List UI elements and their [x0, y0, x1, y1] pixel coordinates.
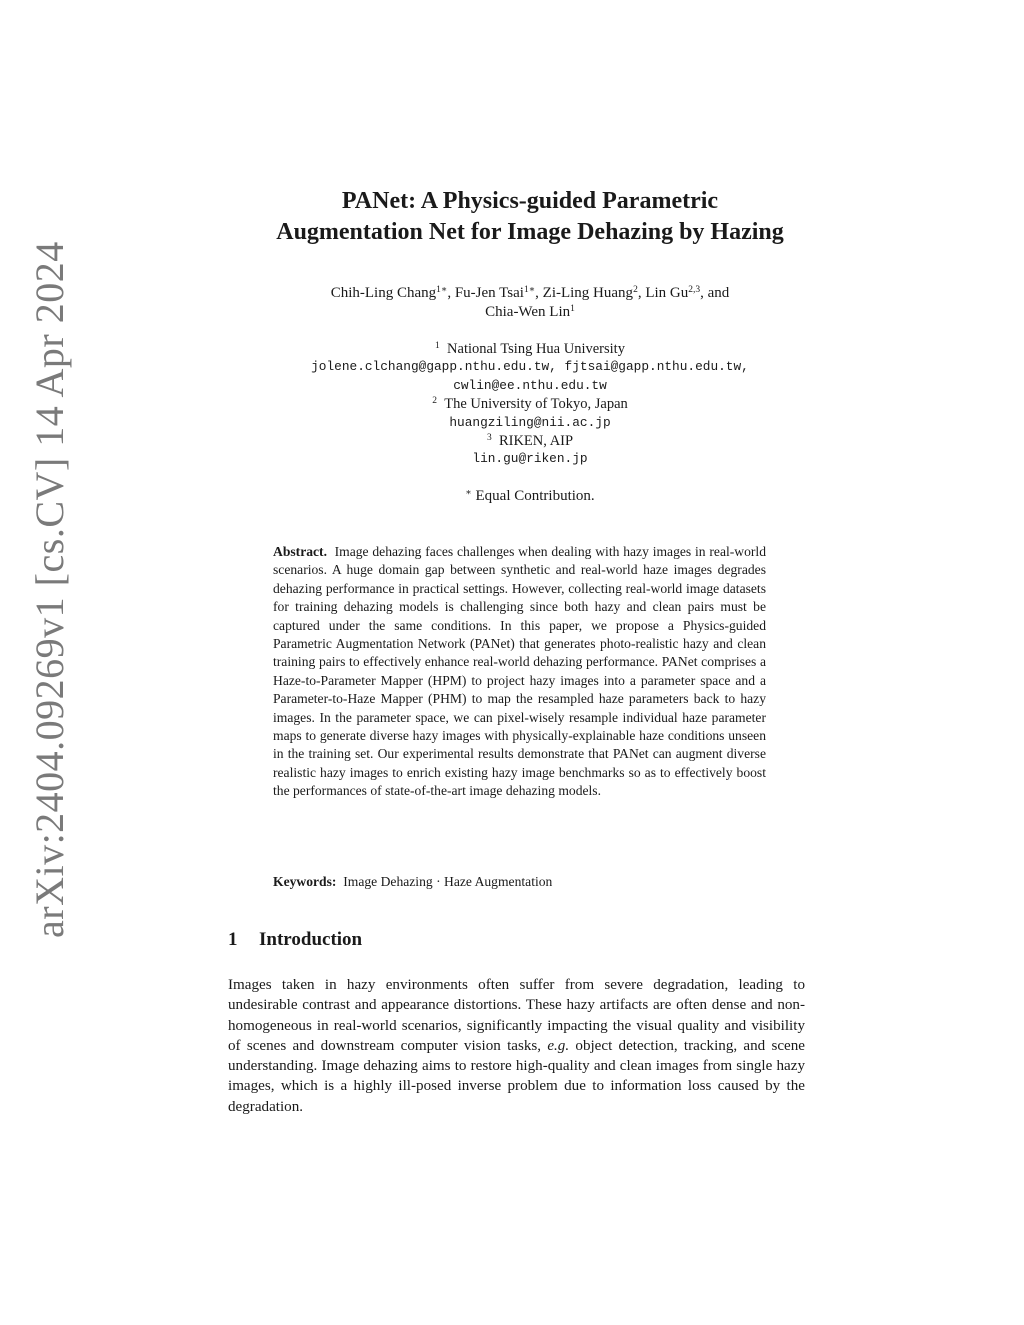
- affiliation-mark: 1: [435, 341, 440, 351]
- affiliation-2-email: huangziling@nii.ac.jp: [449, 414, 611, 430]
- abstract: [273, 543, 766, 801]
- keywords: [273, 873, 766, 891]
- author-affil-mark: 2,3: [688, 285, 701, 295]
- author-separator: ,: [637, 285, 646, 301]
- affiliation-block: [180, 340, 880, 469]
- paper-title-line-1: PANet: A Physics-guided Parametric: [341, 188, 719, 214]
- author-separator: ,: [447, 285, 455, 301]
- affiliation-3-email: lin.gu@riken.jp: [472, 451, 588, 467]
- paper-title: [180, 186, 880, 248]
- keywords-text: Image Dehazing · Haze Augmentation: [343, 874, 553, 889]
- author-affil-mark: 1∗: [436, 285, 448, 295]
- affiliation-mark: 3: [486, 433, 492, 444]
- author-affil-mark: 2: [633, 285, 638, 295]
- abstract-label: Abstract.: [273, 544, 327, 559]
- affiliation-3: [180, 432, 880, 450]
- keywords-label: Keywords:: [273, 874, 337, 889]
- author-affil-mark: 1∗: [523, 285, 536, 295]
- affiliation-mark: 2: [432, 396, 437, 407]
- author-separator: , and: [700, 285, 730, 301]
- author-name: Fu-Jen Tsai: [454, 285, 524, 301]
- affiliation-1-emails-cont: cwlin@ee.nthu.edu.tw: [453, 377, 607, 393]
- affiliation-name: RIKEN, AIP: [498, 433, 574, 450]
- author-list: [180, 284, 880, 322]
- affiliation-1: [180, 340, 880, 358]
- author-name: Chia-Wen Lin: [485, 304, 571, 320]
- equal-contribution-text: Equal Contribution.: [475, 488, 595, 504]
- intro-text-part-2: object detection, tracking, and scene understanding. Image dehazing aims to restore high-quality and clean images from single hazy images, which is a highly ill-posed inverse problem due to information loss caused by the degradation.: [228, 1037, 805, 1115]
- author-affil-mark: 1: [570, 304, 575, 314]
- intro-text-part-1: Images taken in hazy environments often suffer from severe degradation, leading to undesirable contrast and appearance distortions. These hazy artifacts are often dense and non-homogeneous in real-world scenarios, significantly impacting the visual quality and visibility of scenes and downstream computer vision tasks,: [228, 977, 805, 1054]
- section-heading-introduction: [228, 928, 362, 952]
- intro-eg: e.g.: [547, 1037, 570, 1054]
- equal-contribution-note: [180, 487, 880, 506]
- affiliation-1-emails: jolene.clchang@gapp.nthu.edu.tw, fjtsai@gapp.nthu.edu.tw,: [311, 359, 749, 375]
- author-line-1: [180, 284, 880, 303]
- equal-contribution-mark: ∗: [465, 488, 472, 498]
- paper-title-line-2: Augmentation Net for Image Dehazing by Hazing: [276, 219, 784, 245]
- author-name: Lin Gu: [645, 285, 689, 301]
- author-name: Zi-Ling Huang: [542, 285, 634, 301]
- arxiv-stamp: arXiv:2404.09269v1 [cs.CV] 14 Apr 2024: [27, 241, 72, 938]
- affiliation-name: National Tsing Hua University: [447, 341, 625, 357]
- section-title: Introduction: [259, 929, 363, 950]
- introduction-paragraph: [228, 975, 805, 1117]
- affiliation-name: The University of Tokyo, Japan: [444, 396, 628, 413]
- abstract-text: Image dehazing faces challenges when dealing with hazy images in real-world scenarios. A huge domain gap between synthetic and real-world haze images degrades dehazing performance in practical settings. However, collecting real-world image datasets for training dehazing models is challenging since both hazy and clean pairs must be captured under the same conditions. In this paper, we propose a Physics-guided Parametric Augmentation Network (PANet) that generates photo-realistic hazy and clean training pairs to effectively enhance real-world dehazing performance. PANet comprises a Haze-to-Parameter Mapper (HPM) to project hazy images into a parameter space and a Parameter-to-Haze Mapper (PHM) to map the resampled haze parameters back to hazy images. In the parameter space, we can pixel-wisely resample individual haze parameter maps to generate diverse hazy images with physically-explainable haze conditions unseen in the training set. Our experimental results demonstrate that PANet can augment diverse realistic hazy images to enrich existing hazy image benchmarks so as to effectively boost the performances of state-of-the-art image dehazing models.: [273, 544, 766, 799]
- author-name: Chih-Ling Chang: [330, 285, 437, 301]
- author-line-2: [180, 303, 880, 322]
- affiliation-2: [180, 395, 880, 413]
- section-number: 1: [228, 929, 238, 950]
- author-separator: ,: [535, 285, 543, 301]
